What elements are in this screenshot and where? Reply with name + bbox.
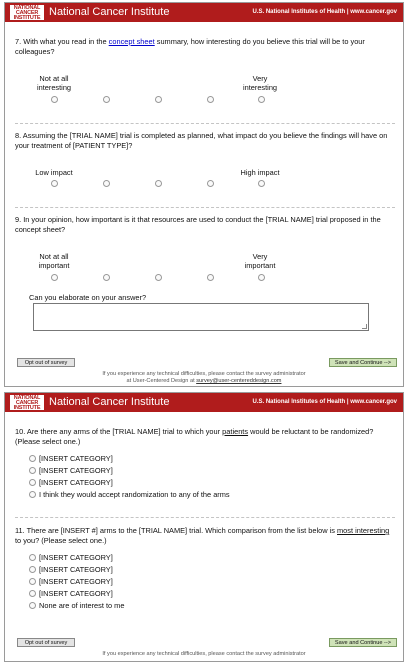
separator	[15, 123, 395, 124]
opt-out-button[interactable]: Opt out of survey	[17, 358, 75, 367]
header-bar	[5, 3, 403, 22]
footer-text: If you experience any technical difficulties, please contact the survey administrator	[102, 651, 306, 657]
header-title: National Cancer Institute	[49, 396, 170, 408]
q11-option-5[interactable]: None are of interest to me	[29, 601, 124, 610]
opt-out-button[interactable]: Opt out of survey	[17, 638, 75, 647]
q11-option-2[interactable]: [INSERT CATEGORY]	[29, 565, 113, 574]
save-continue-button[interactable]: Save and Continue -->	[329, 358, 397, 367]
question-10: 10. Are there any arms of the [TRIAL NAME] trial to which your patients would be reluctant to be randomized? (Please select one.)	[15, 427, 374, 446]
q9-low-label: Not at all important	[38, 252, 70, 270]
question-8: 8. Assuming the [TRIAL NAME] trial is completed as planned, what impact do you believe the findings will have on your treatment of [PATIENT TYPE]?	[15, 131, 388, 150]
elaborate-textarea[interactable]	[33, 303, 369, 331]
q10-radio-2[interactable]	[29, 467, 36, 474]
survey-page-1	[4, 2, 404, 387]
save-continue-button[interactable]: Save and Continue -->	[329, 638, 397, 647]
q9-radio-2[interactable]	[103, 274, 110, 281]
q11-option-4[interactable]: [INSERT CATEGORY]	[29, 589, 113, 598]
q11-option-1[interactable]: [INSERT CATEGORY]	[29, 553, 113, 562]
q8-radio-2[interactable]	[103, 180, 110, 187]
concept-sheet-link[interactable]: concept sheet	[108, 37, 155, 46]
nci-logo: NATIONAL CANCER INSTITUTE	[10, 5, 44, 20]
question-11: 11. There are [INSERT #] arms to the [TRIAL NAME] trial. Which comparison from the list below is most interesting to you? (Please select one.)	[15, 526, 390, 545]
q9-radio-4[interactable]	[207, 274, 214, 281]
question-9: 9. In your opinion, how important is it that resources are used to conduct the [TRIAL NAME] trial proposed in the concept sheet?	[15, 215, 381, 234]
separator	[15, 517, 395, 518]
q10-option-2[interactable]: [INSERT CATEGORY]	[29, 466, 113, 475]
header-bar	[5, 393, 403, 412]
q10-option-1[interactable]: [INSERT CATEGORY]	[29, 454, 113, 463]
q9-radio-1[interactable]	[51, 274, 58, 281]
elaborate-label: Can you elaborate on your answer?	[29, 293, 147, 302]
q10-option-3[interactable]: [INSERT CATEGORY]	[29, 478, 113, 487]
q11-radio-4[interactable]	[29, 590, 36, 597]
q7-radio-3[interactable]	[155, 96, 162, 103]
q7-radio-2[interactable]	[103, 96, 110, 103]
q9-radio-3[interactable]	[155, 274, 162, 281]
q10-radio-3[interactable]	[29, 479, 36, 486]
header-title: National Cancer Institute	[49, 6, 170, 18]
q10-option-4[interactable]: I think they would accept randomization to any of the arms	[29, 490, 230, 499]
header-nih-link[interactable]: U.S. National Institutes of Health | www.cancer.gov	[252, 399, 397, 405]
q9-radio-5[interactable]	[258, 274, 265, 281]
q9-high-label: Very important	[244, 252, 276, 270]
support-email-link[interactable]: survey@user-centereddesign.com	[196, 378, 282, 384]
q8-radio-5[interactable]	[258, 180, 265, 187]
q11-radio-5[interactable]	[29, 602, 36, 609]
header-nih-link[interactable]: U.S. National Institutes of Health | www.cancer.gov	[252, 9, 397, 15]
q7-radio-5[interactable]	[258, 96, 265, 103]
q11-radio-1[interactable]	[29, 554, 36, 561]
separator	[15, 207, 395, 208]
q8-radio-4[interactable]	[207, 180, 214, 187]
q10-radio-4[interactable]	[29, 491, 36, 498]
q7-low-label: Not at all interesting	[36, 74, 72, 92]
q7-high-label: Very interesting	[242, 74, 278, 92]
resize-grip-icon[interactable]	[362, 324, 367, 329]
nci-logo: NATIONAL CANCER INSTITUTE	[10, 395, 44, 410]
q11-radio-2[interactable]	[29, 566, 36, 573]
q11-option-3[interactable]: [INSERT CATEGORY]	[29, 577, 113, 586]
q11-radio-3[interactable]	[29, 578, 36, 585]
q8-high-label: High impact	[240, 168, 280, 177]
q7-radio-1[interactable]	[51, 96, 58, 103]
q8-radio-1[interactable]	[51, 180, 58, 187]
survey-page-2	[4, 392, 404, 662]
q8-radio-3[interactable]	[155, 180, 162, 187]
footer-text: If you experience any technical difficulties, please contact the survey administrator at User-Centered Design at survey@user-centereddesign.com	[102, 371, 306, 384]
q7-radio-4[interactable]	[207, 96, 214, 103]
question-7: 7. With what you read in the concept sheet summary, how interesting do you believe this trial will be to your colleagues?	[15, 37, 365, 56]
q10-radio-1[interactable]	[29, 455, 36, 462]
q8-low-label: Low impact	[35, 168, 73, 177]
